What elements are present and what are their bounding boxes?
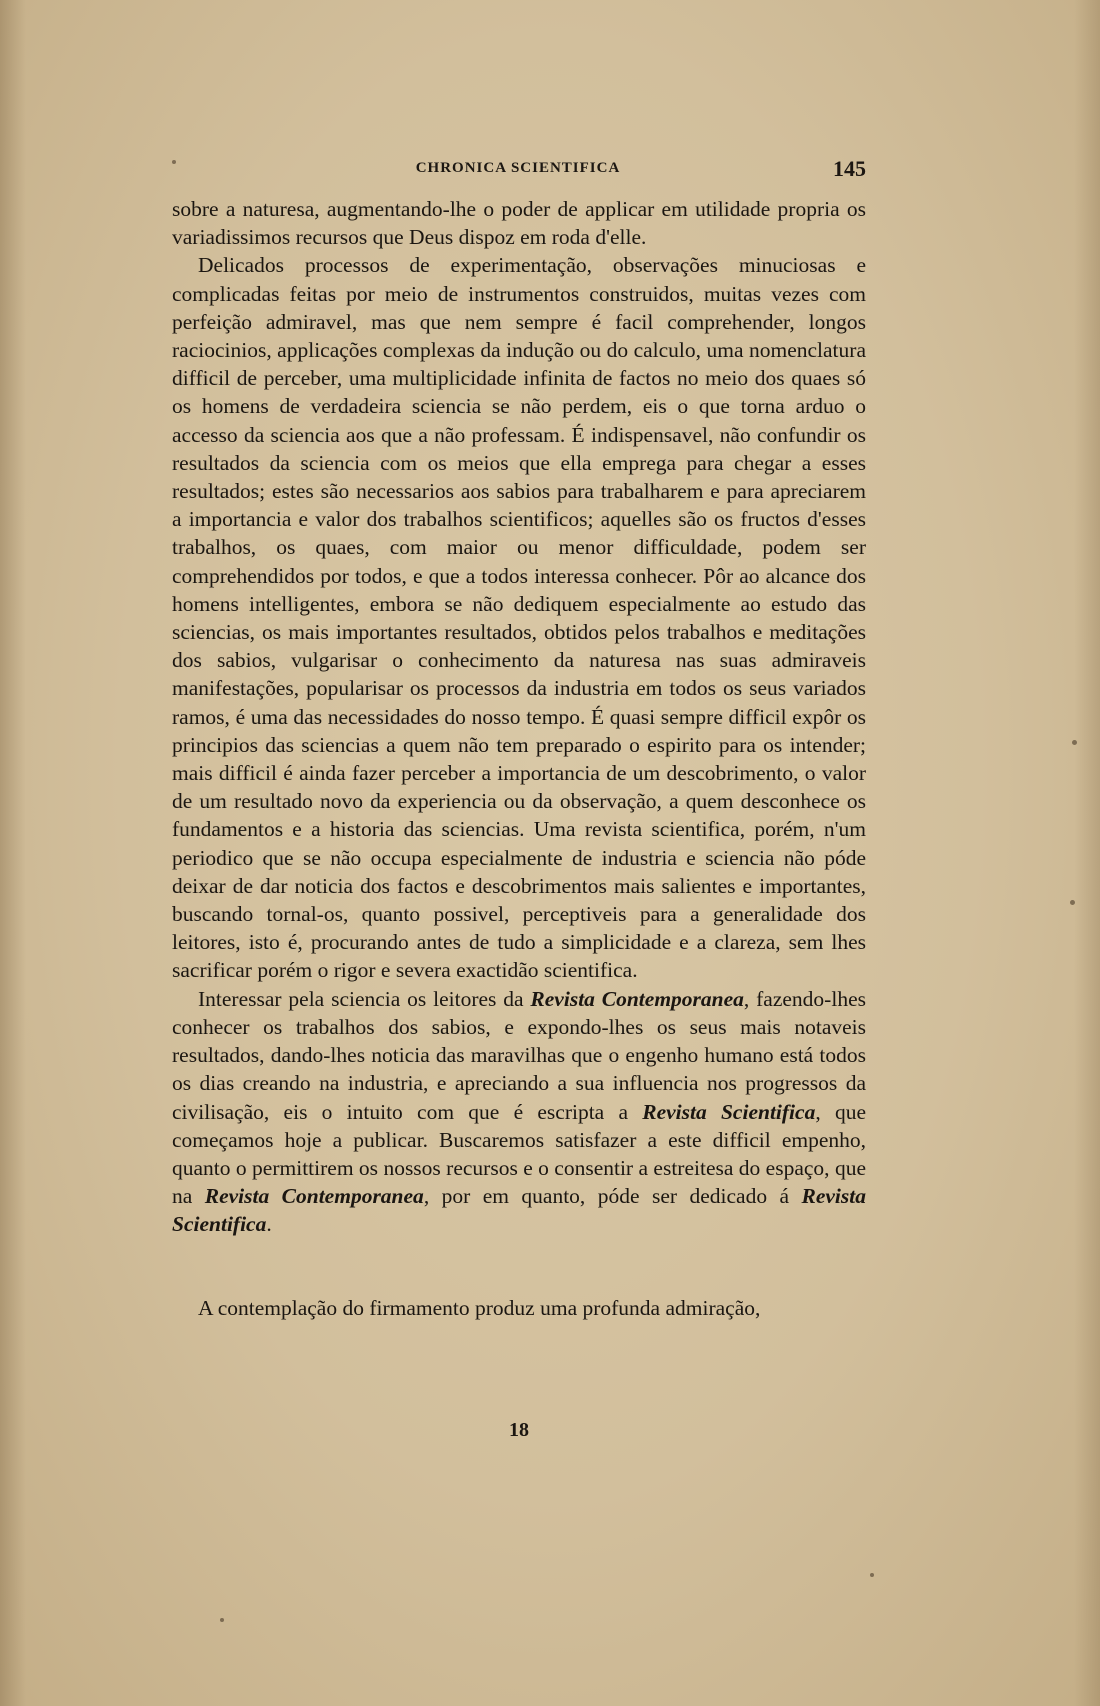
- paragraph-3-text-1: Interessar pela sciencia os leitores da: [198, 986, 531, 1011]
- paragraph-3: [172, 985, 866, 1239]
- paragraph-3-text-3: , que começamos hoje a publicar. Buscaremos satisfazer a este difficil empenho, quanto o permittirem os nossos recursos e o consentir a estreitesa do espaço, que na: [172, 1099, 866, 1209]
- title-revista-contemporanea-2: Revista Contemporanea: [204, 1184, 424, 1209]
- paragraph-1: sobre a naturesa, augmentando-lhe o poder de applicar em utilidade propria os variadissimos recursos que Deus dispoz em roda d'elle.: [172, 197, 866, 250]
- paper-speck: [870, 1573, 874, 1577]
- paragraph-2: Delicados processos de experimentação, observações minuciosas e complicadas feitas por meio de instrumentos construidos, muitas vezes com perfeição admiravel, mas que nem sempre é facil comprehender, longos raciocinios, applicações complexas da indução ou do calculo, uma nomenclatura difficil de perceber, uma multiplicidade infinita de factos no meio dos quaes só os homens de verdadeira sciencia se não perdem, eis o que torna arduo o accesso da sciencia aos que a não professam. É indispensavel, não confundir os resultados da sciencia com os meios que ella emprega para chegar a esses resultados; estes são necessarios aos sabios para trabalharem e para apreciarem a importancia e valor dos trabalhos scientificos; aquelles são os fructos d'esses trabalhos, os quaes, com maior ou menor difficuldade, podem ser comprehendidos por todos, e que a todos interessa conhecer. Pôr ao alcance dos homens intelligentes, embora se não dediquem especialmente ao estudo das sciencias, os mais importantes resultados, obtidos pelos trabalhos e meditações dos sabios, vulgarisar o conhecimento da naturesa nas suas admiraveis manifestações, popularisar os processos da industria em todos os seus variados ramos, é uma das necessidades do nosso tempo. É quasi sempre difficil expôr os principios das sciencias a quem não tem preparado o espirito para os intender; mais difficil é ainda fazer perceber a importancia de um descobrimento, o valor de um resultado novo da experiencia ou da observação, a quem desconhece os fundamentos e a historia das sciencias. Uma revista scientifica, porém, n'um periodico que se não occupa especialmente de industria e sciencia não póde deixar de dar noticia dos factos e descobrimentos mais salientes e importantes, buscando tornal-os, quanto possivel, perceptiveis para a generalidade dos leitores, isto é, procurando antes de tudo a simplicidade e a clareza, sem lhes sacrificar porém o rigor e severa exactidão scientifica.: [172, 253, 866, 983]
- title-revista-scientifica: Revista Scientifica: [642, 1099, 816, 1124]
- paper-speck: [220, 1618, 224, 1622]
- page-number: 145: [833, 156, 866, 181]
- title-revista-scientifica-2: Revista Scientifica: [172, 1184, 866, 1237]
- paper-speck: [172, 160, 176, 164]
- left-page-edge: [0, 0, 26, 1706]
- running-title: CHRONICA SCIENTIFICA: [415, 160, 621, 176]
- paper-speck: [1070, 900, 1075, 905]
- right-page-edge: [1074, 0, 1100, 1706]
- paragraph-3-text-5: .: [266, 1212, 272, 1237]
- paragraph-4: A contemplação do firmamento produz uma profunda admiração,: [198, 1295, 761, 1320]
- title-revista-contemporanea: Revista Contemporanea: [530, 986, 744, 1011]
- body-text: [172, 195, 866, 1322]
- paragraph-3-text-4: , por em quanto, póde ser dedicado á: [423, 1184, 802, 1209]
- running-head: [170, 156, 866, 180]
- section-gap: [172, 1239, 866, 1294]
- paper-speck: [1072, 740, 1077, 745]
- paragraph-3-text-2: , fazendo-lhes conhecer os trabalhos dos sabios, e expondo-lhes os seus mais notaveis resultados, dando-lhes noticia das maravilhas que o engenho humano está todos os dias creando na industria, e apreciando a sua influencia nos progressos da civilisação, eis o intuito com que é escripta a: [172, 986, 866, 1124]
- signature-mark: 18: [509, 1419, 529, 1441]
